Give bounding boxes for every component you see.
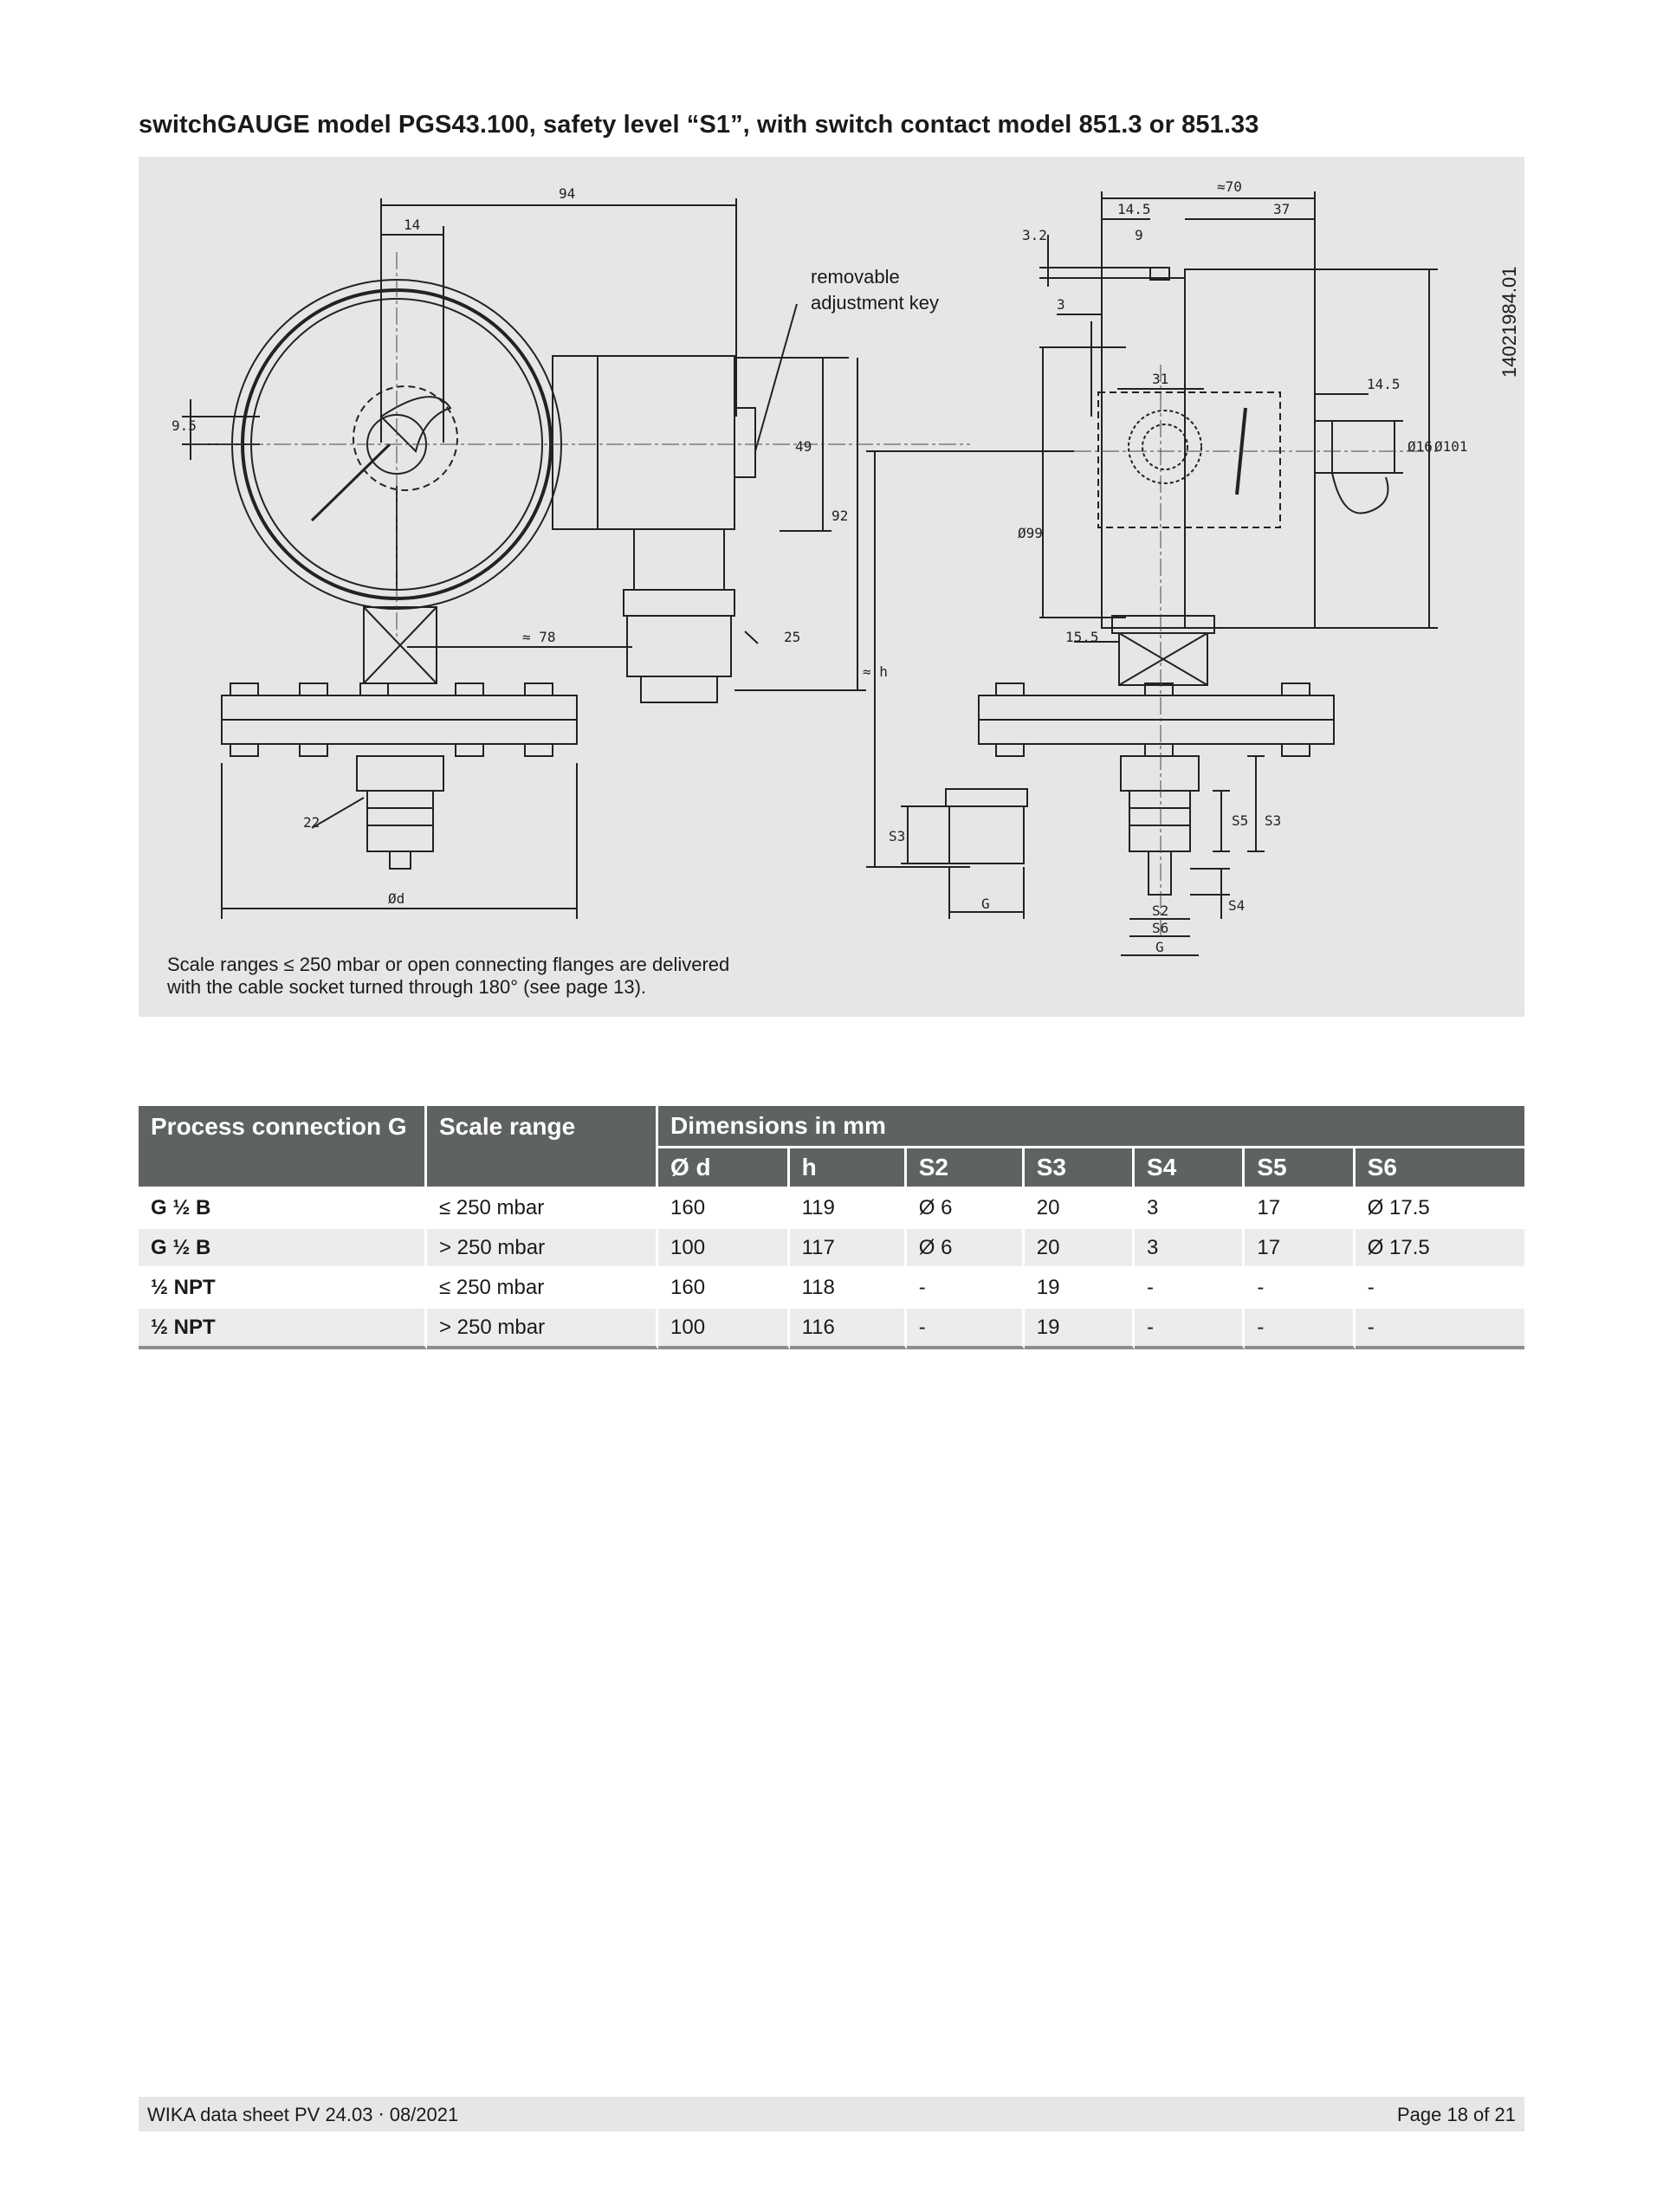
side-contact-outline: [1098, 392, 1280, 527]
contact-pointer: [381, 397, 450, 451]
cell-connection: ½ NPT: [139, 1306, 427, 1349]
header-scale-range: Scale range: [427, 1106, 658, 1187]
cell-s5: -: [1245, 1266, 1355, 1306]
cell-h: 118: [790, 1266, 907, 1306]
cell-od: 160: [658, 1266, 790, 1306]
table-row: [139, 1266, 1524, 1306]
note-line-2: with the cable socket turned through 180° (see page 13).: [167, 976, 647, 998]
dim-78: ≈ 78: [522, 629, 556, 645]
dim-49: 49: [795, 438, 812, 455]
cell-scale: ≤ 250 mbar: [427, 1187, 658, 1226]
dim-15-5: 15.5: [1065, 629, 1099, 645]
side-flange-upper: [979, 695, 1334, 720]
flange-upper: [222, 695, 577, 720]
hex-22: [357, 756, 443, 791]
cell-connection: G ½ B: [139, 1226, 427, 1266]
cell-s6: -: [1356, 1306, 1524, 1349]
header-s6: S6: [1356, 1146, 1524, 1187]
flange-lower: [222, 720, 577, 744]
cell-s3: 20: [1025, 1226, 1135, 1266]
dim-s4: S4: [1228, 897, 1246, 914]
cable-gland: [627, 616, 731, 676]
dim-37: 37: [1273, 201, 1291, 217]
dim-g-nipple: G: [981, 896, 990, 912]
dim-9-5: 9.5: [171, 417, 197, 434]
dim-d16: Ø16: [1407, 438, 1433, 455]
dim-s6: S6: [1152, 920, 1169, 936]
dim-14-5-right: 14.5: [1367, 376, 1401, 392]
cell-h: 116: [790, 1306, 907, 1349]
cell-s2: Ø 6: [907, 1226, 1025, 1266]
cell-od: 160: [658, 1187, 790, 1226]
cell-s4: -: [1135, 1306, 1245, 1349]
cell-s5: 17: [1245, 1226, 1355, 1266]
cell-connection: ½ NPT: [139, 1266, 427, 1306]
cell-h: 119: [790, 1187, 907, 1226]
header-od: Ø d: [658, 1146, 790, 1187]
footer-page-number: Page 18 of 21: [1396, 2104, 1516, 2125]
dim-31: 31: [1152, 371, 1169, 387]
dim-s3-left: S3: [889, 828, 906, 844]
technical-drawing: [139, 157, 1524, 1017]
header-s4: S4: [1135, 1146, 1245, 1187]
dim-s2: S2: [1152, 902, 1169, 919]
dimension-drawing: [139, 157, 1524, 1017]
drawing-number: 14021984.01: [1498, 266, 1520, 378]
switch-contact-outline: [353, 386, 457, 490]
cell-s2: -: [907, 1266, 1025, 1306]
dim-s5: S5: [1232, 812, 1249, 829]
header-s3: S3: [1025, 1146, 1135, 1187]
dim-d101: Ø101: [1434, 438, 1468, 455]
table-row: [139, 1226, 1524, 1266]
cell-s6: Ø 17.5: [1356, 1187, 1524, 1226]
cell-s4: -: [1135, 1266, 1245, 1306]
callout-key-line2: adjustment key: [811, 292, 939, 314]
side-flange-lower: [979, 720, 1334, 744]
dim-hex-9: 9: [1135, 227, 1143, 243]
table-row: [139, 1187, 1524, 1226]
dim-d99: Ø99: [1018, 525, 1043, 541]
header-process-connection: Process connection G: [139, 1106, 427, 1187]
dim-70: ≈70: [1217, 178, 1242, 195]
header-s5: S5: [1245, 1146, 1355, 1187]
dim-h: ≈ h: [863, 663, 888, 680]
cell-s5: 17: [1245, 1187, 1355, 1226]
drawing-note: [167, 954, 729, 999]
adjustment-key: [734, 408, 755, 477]
dim-s3-right: S3: [1265, 812, 1282, 829]
cell-s2: Ø 6: [907, 1187, 1025, 1226]
cell-od: 100: [658, 1226, 790, 1266]
pointer: [312, 444, 390, 521]
note-line-1: Scale ranges ≤ 250 mbar or open connecting flanges are delivered: [167, 954, 730, 975]
header-dimensions: Dimensions in mm: [658, 1106, 1524, 1146]
weld-nipple: [949, 806, 1024, 863]
dim-od: Ød: [388, 890, 405, 907]
footer-datasheet: WIKA data sheet PV 24.03 ⋅ 08/2021: [147, 2104, 459, 2125]
cell-scale: > 250 mbar: [427, 1226, 658, 1266]
dim-14-5-top: 14.5: [1117, 201, 1151, 217]
cell-s2: -: [907, 1306, 1025, 1349]
cell-s4: 3: [1135, 1187, 1245, 1226]
cell-s5: -: [1245, 1306, 1355, 1349]
dim-92: 92: [832, 508, 849, 524]
dim-g-side: G: [1155, 939, 1164, 955]
process-connection: [367, 791, 433, 851]
dim-94: 94: [559, 185, 576, 202]
header-s2: S2: [907, 1146, 1025, 1187]
table-row: [139, 1306, 1524, 1349]
cell-s4: 3: [1135, 1226, 1245, 1266]
cell-s6: Ø 17.5: [1356, 1226, 1524, 1266]
dim-3-2: 3.2: [1022, 227, 1047, 243]
cell-scale: ≤ 250 mbar: [427, 1266, 658, 1306]
dim-hex-22: 22: [303, 814, 320, 831]
cell-s3: 20: [1025, 1187, 1135, 1226]
cell-connection: G ½ B: [139, 1187, 427, 1226]
dim-3: 3: [1057, 296, 1065, 313]
header-h: h: [790, 1146, 907, 1187]
dim-14: 14: [404, 217, 421, 233]
cell-s3: 19: [1025, 1306, 1135, 1349]
page-title: switchGAUGE model PGS43.100, safety level “S1”, with switch contact model 851.3 or 851.33: [139, 111, 1259, 139]
dim-wrench-25: 25: [784, 629, 801, 645]
cell-s3: 19: [1025, 1266, 1135, 1306]
callout-key-line1: removable: [811, 266, 900, 288]
weld-nipple-top: [946, 789, 1027, 806]
page-footer: [139, 2097, 1524, 2131]
cell-scale: > 250 mbar: [427, 1306, 658, 1349]
cell-s6: -: [1356, 1266, 1524, 1306]
side-bezel: [1185, 269, 1315, 628]
cell-od: 100: [658, 1306, 790, 1349]
cell-h: 117: [790, 1226, 907, 1266]
dimensions-table: [139, 1106, 1524, 1349]
socket-housing: [553, 356, 734, 529]
